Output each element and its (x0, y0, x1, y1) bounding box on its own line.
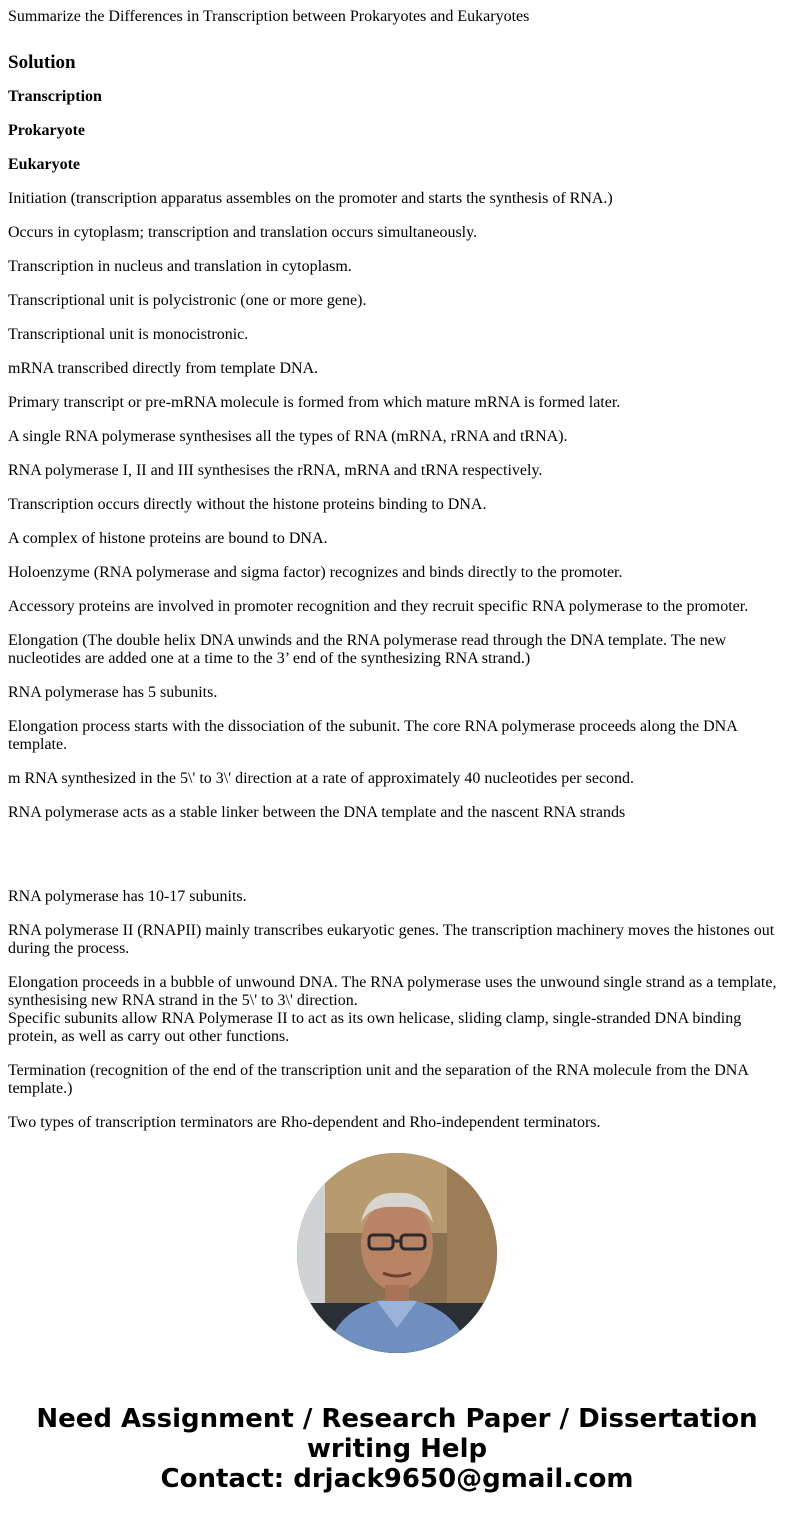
answer-paragraph: mRNA transcribed directly from template DNA. (8, 360, 319, 377)
answer-paragraph: RNA polymerase II (RNAPII) mainly transcribes eukaryotic genes. The transcription machinery moves the histones out during the process. (8, 922, 775, 957)
answer-paragraph: m RNA synthesized in the 5\' to 3\' direction at a rate of approximately 40 nucleotides per second. (8, 770, 635, 787)
answer-paragraph: Transcriptional unit is polycistronic (one or more gene). (8, 292, 367, 309)
footer-line-2: writing Help (306, 1434, 488, 1464)
answer-paragraph: Primary transcript or pre-mRNA molecule is formed from which mature mRNA is formed later. (8, 394, 621, 411)
answer-paragraph: Elongation (The double helix DNA unwinds and the RNA polymerase read through the DNA template. The new nucleotides are added one at a time to the 3’ end of the synthesizing RNA strand.) (8, 632, 727, 667)
answer-paragraph: RNA polymerase acts as a stable linker between the DNA template and the nascent RNA strands (8, 804, 626, 821)
answer-paragraph: Initiation (transcription apparatus assembles on the promoter and starts the synthesis of RNA.) (8, 190, 613, 207)
answer-paragraph: Termination (recognition of the end of the transcription unit and the separation of the RNA molecule from the DNA template.) (8, 1062, 749, 1097)
answer-paragraph: Transcription in nucleus and translation in cytoplasm. (8, 258, 352, 275)
answer-paragraph-elongation (8, 974, 786, 1046)
answer-paragraph: Occurs in cytoplasm; transcription and translation occurs simultaneously. (8, 224, 478, 241)
answer-paragraph-clipped: Two types of transcription terminators are Rho-dependent and Rho-independent terminators. (8, 1114, 601, 1131)
answer-content (8, 0, 786, 1131)
answer-paragraph: Transcription occurs directly without the histone proteins binding to DNA. (8, 496, 487, 513)
table-header-prokaryote: Prokaryote (8, 122, 86, 139)
question-title: Summarize the Differences in Transcription between Prokaryotes and Eukaryotes (8, 8, 530, 25)
answer-paragraph: Transcriptional unit is monocistronic. (8, 326, 249, 343)
answer-paragraph: Holoenzyme (RNA polymerase and sigma factor) recognizes and binds directly to the promoter. (8, 564, 623, 581)
empty-table-cell (8, 822, 786, 872)
footer-line-1: Need Assignment / Research Paper / Dissertation (36, 1404, 758, 1434)
answer-paragraph: A complex of histone proteins are bound to DNA. (8, 530, 328, 547)
footer-contact: Contact: drjack9650@gmail.com (160, 1464, 634, 1494)
author-avatar (297, 1153, 497, 1353)
answer-paragraph: RNA polymerase I, II and III synthesises the rRNA, mRNA and tRNA respectively. (8, 462, 543, 479)
author-photo (297, 1153, 497, 1353)
table-header-transcription: Transcription (8, 88, 102, 105)
answer-paragraph: A single RNA polymerase synthesises all the types of RNA (mRNA, rRNA and tRNA). (8, 428, 568, 445)
solution-heading: Solution (8, 52, 76, 73)
specific-subunits-text: Specific subunits allow RNA Polymerase II to act as its own helicase, sliding clamp, single-stranded DNA binding protein, as well as carry out other functions. (8, 1010, 742, 1045)
answer-paragraph: Elongation process starts with the dissociation of the subunit. The core RNA polymerase proceeds along the DNA template. (8, 718, 737, 753)
footer-banner (0, 1404, 794, 1494)
answer-paragraph: RNA polymerase has 5 subunits. (8, 684, 218, 701)
table-header-eukaryote: Eukaryote (8, 156, 80, 173)
answer-paragraph: RNA polymerase has 10-17 subunits. (8, 888, 247, 905)
elongation-bubble-text: Elongation proceeds in a bubble of unwound DNA. The RNA polymerase uses the unwound single strand as a template, synthesising new RNA strand in the 5\' to 3\' direction. (8, 974, 777, 1009)
answer-paragraph: Accessory proteins are involved in promoter recognition and they recruit specific RNA polymerase to the promoter. (8, 598, 749, 615)
